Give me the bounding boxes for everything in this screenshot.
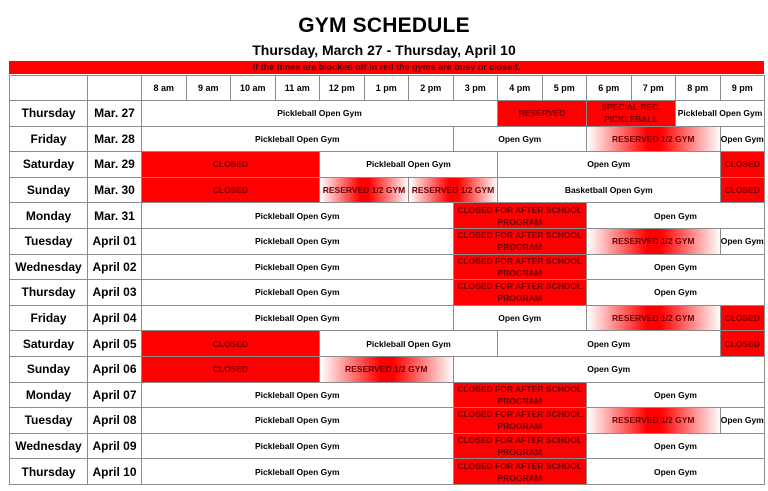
blocked-slot: CLOSED FOR AFTER SCHOOL PROGRAM — [453, 280, 587, 306]
open-slot: Pickleball Open Gym — [142, 305, 454, 331]
day-name-cell: Tuesday — [10, 408, 88, 434]
open-slot: Basketball Open Gym — [498, 177, 721, 203]
blocked-slot: CLOSED FOR AFTER SCHOOL PROGRAM — [453, 459, 587, 485]
time-header-cell: 6 pm — [587, 76, 632, 101]
schedule-row — [10, 382, 765, 408]
blocked-slot: CLOSED — [142, 331, 320, 357]
day-name-cell: Thursday — [10, 280, 88, 306]
open-slot: Pickleball Open Gym — [320, 152, 498, 178]
blocked-slot: CLOSED FOR AFTER SCHOOL PROGRAM — [453, 228, 587, 254]
day-name-cell: Friday — [10, 305, 88, 331]
schedule-row — [10, 433, 765, 459]
open-slot: Pickleball Open Gym — [142, 382, 454, 408]
schedule-row — [10, 203, 765, 229]
day-name-cell: Sunday — [10, 356, 88, 382]
day-name-cell: Thursday — [10, 459, 88, 485]
open-slot: Open Gym — [587, 459, 765, 485]
date-cell: April 07 — [88, 382, 142, 408]
date-cell: April 08 — [88, 408, 142, 434]
blocked-slot: CLOSED — [142, 356, 320, 382]
open-slot: Open Gym — [720, 126, 765, 152]
date-cell: April 09 — [88, 433, 142, 459]
day-name-cell: Tuesday — [10, 228, 88, 254]
open-slot: Pickleball Open Gym — [142, 459, 454, 485]
open-slot: Open Gym — [453, 305, 587, 331]
day-name-cell: Thursday — [10, 101, 88, 127]
schedule-row — [10, 254, 765, 280]
schedule-table — [9, 75, 765, 485]
reserved-slot: RESERVED 1/2 GYM — [587, 305, 721, 331]
open-slot: Open Gym — [453, 356, 765, 382]
open-slot: Open Gym — [587, 254, 765, 280]
time-header-cell: 10 am — [231, 76, 276, 101]
open-slot: Pickleball Open Gym — [142, 101, 498, 127]
day-name-cell: Friday — [10, 126, 88, 152]
time-header-row — [10, 76, 765, 101]
header-date-corner — [88, 76, 142, 101]
date-cell: April 10 — [88, 459, 142, 485]
date-range-subtitle: Thursday, March 27 - Thursday, April 10 — [252, 42, 516, 58]
time-header-cell: 11 am — [275, 76, 320, 101]
open-slot: Pickleball Open Gym — [142, 280, 454, 306]
day-name-cell: Wednesday — [10, 254, 88, 280]
blocked-slot: CLOSED — [142, 152, 320, 178]
time-header-cell: 8 am — [142, 76, 187, 101]
blocked-slot: CLOSED — [720, 177, 765, 203]
open-slot: Open Gym — [498, 331, 721, 357]
open-slot: Open Gym — [720, 408, 765, 434]
schedule-row — [10, 228, 765, 254]
header-day-corner — [10, 76, 88, 101]
page-title: GYM SCHEDULE — [298, 14, 470, 37]
reserved-slot: RESERVED 1/2 GYM — [320, 356, 454, 382]
date-cell: April 06 — [88, 356, 142, 382]
time-header-cell: 4 pm — [498, 76, 543, 101]
blocked-slot: CLOSED FOR AFTER SCHOOL PROGRAM — [453, 433, 587, 459]
schedule-row — [10, 459, 765, 485]
reserved-slot: RESERVED 1/2 GYM — [587, 408, 721, 434]
date-cell: Mar. 30 — [88, 177, 142, 203]
open-slot: Open Gym — [587, 433, 765, 459]
open-slot: Pickleball Open Gym — [142, 228, 454, 254]
open-slot: Open Gym — [453, 126, 587, 152]
schedule-row — [10, 356, 765, 382]
open-slot: Pickleball Open Gym — [142, 203, 454, 229]
blocked-slot: CLOSED — [720, 305, 765, 331]
time-header-cell: 7 pm — [631, 76, 676, 101]
open-slot: Pickleball Open Gym — [142, 408, 454, 434]
day-name-cell: Monday — [10, 382, 88, 408]
time-header-cell: 9 am — [186, 76, 231, 101]
open-slot: Pickleball Open Gym — [142, 433, 454, 459]
open-slot: Open Gym — [587, 382, 765, 408]
reserved-slot: RESERVED 1/2 GYM — [587, 126, 721, 152]
schedule-row — [10, 331, 765, 357]
schedule-row — [10, 101, 765, 127]
schedule-row — [10, 177, 765, 203]
time-header-cell: 8 pm — [676, 76, 721, 101]
blocked-notice-banner: If the times are blocked off in red the gyms are busy or closed. — [9, 61, 764, 74]
day-name-cell: Monday — [10, 203, 88, 229]
day-name-cell: Wednesday — [10, 433, 88, 459]
date-cell: April 02 — [88, 254, 142, 280]
blocked-slot: CLOSED FOR AFTER SCHOOL PROGRAM — [453, 382, 587, 408]
open-slot: Open Gym — [587, 280, 765, 306]
open-slot: Pickleball Open Gym — [320, 331, 498, 357]
reserved-slot: RESERVED 1/2 GYM — [587, 228, 721, 254]
date-cell: Mar. 27 — [88, 101, 142, 127]
day-name-cell: Saturday — [10, 331, 88, 357]
open-slot: Open Gym — [498, 152, 721, 178]
date-cell: April 05 — [88, 331, 142, 357]
blocked-slot: CLOSED FOR AFTER SCHOOL PROGRAM — [453, 254, 587, 280]
schedule-row — [10, 126, 765, 152]
open-slot: Pickleball Open Gym — [142, 126, 454, 152]
day-name-cell: Saturday — [10, 152, 88, 178]
date-cell: Mar. 31 — [88, 203, 142, 229]
blocked-slot: RESERVED — [498, 101, 587, 127]
open-slot: Open Gym — [720, 228, 765, 254]
blocked-slot: CLOSED — [720, 331, 765, 357]
time-header-cell: 12 pm — [320, 76, 365, 101]
day-name-cell: Sunday — [10, 177, 88, 203]
open-slot: Pickleball Open Gym — [142, 254, 454, 280]
date-cell: April 03 — [88, 280, 142, 306]
time-header-cell: 5 pm — [542, 76, 587, 101]
open-slot: Pickleball Open Gym — [676, 101, 765, 127]
time-header-cell: 9 pm — [720, 76, 765, 101]
blocked-slot: CLOSED FOR AFTER SCHOOL PROGRAM — [453, 408, 587, 434]
blocked-slot: CLOSED — [142, 177, 320, 203]
blocked-slot: CLOSED FOR AFTER SCHOOL PROGRAM — [453, 203, 587, 229]
date-cell: Mar. 29 — [88, 152, 142, 178]
schedule-row — [10, 152, 765, 178]
time-header-cell: 2 pm — [409, 76, 454, 101]
date-cell: April 04 — [88, 305, 142, 331]
time-header-cell: 1 pm — [364, 76, 409, 101]
blocked-slot: SPECIAL REC. PICKLEBALL — [587, 101, 676, 127]
open-slot: Open Gym — [587, 203, 765, 229]
time-header-cell: 3 pm — [453, 76, 498, 101]
schedule-row — [10, 305, 765, 331]
schedule-row — [10, 280, 765, 306]
reserved-slot: RESERVED 1/2 GYM — [409, 177, 498, 203]
blocked-slot: CLOSED — [720, 152, 765, 178]
schedule-row — [10, 408, 765, 434]
date-cell: April 01 — [88, 228, 142, 254]
date-cell: Mar. 28 — [88, 126, 142, 152]
reserved-slot: RESERVED 1/2 GYM — [320, 177, 409, 203]
